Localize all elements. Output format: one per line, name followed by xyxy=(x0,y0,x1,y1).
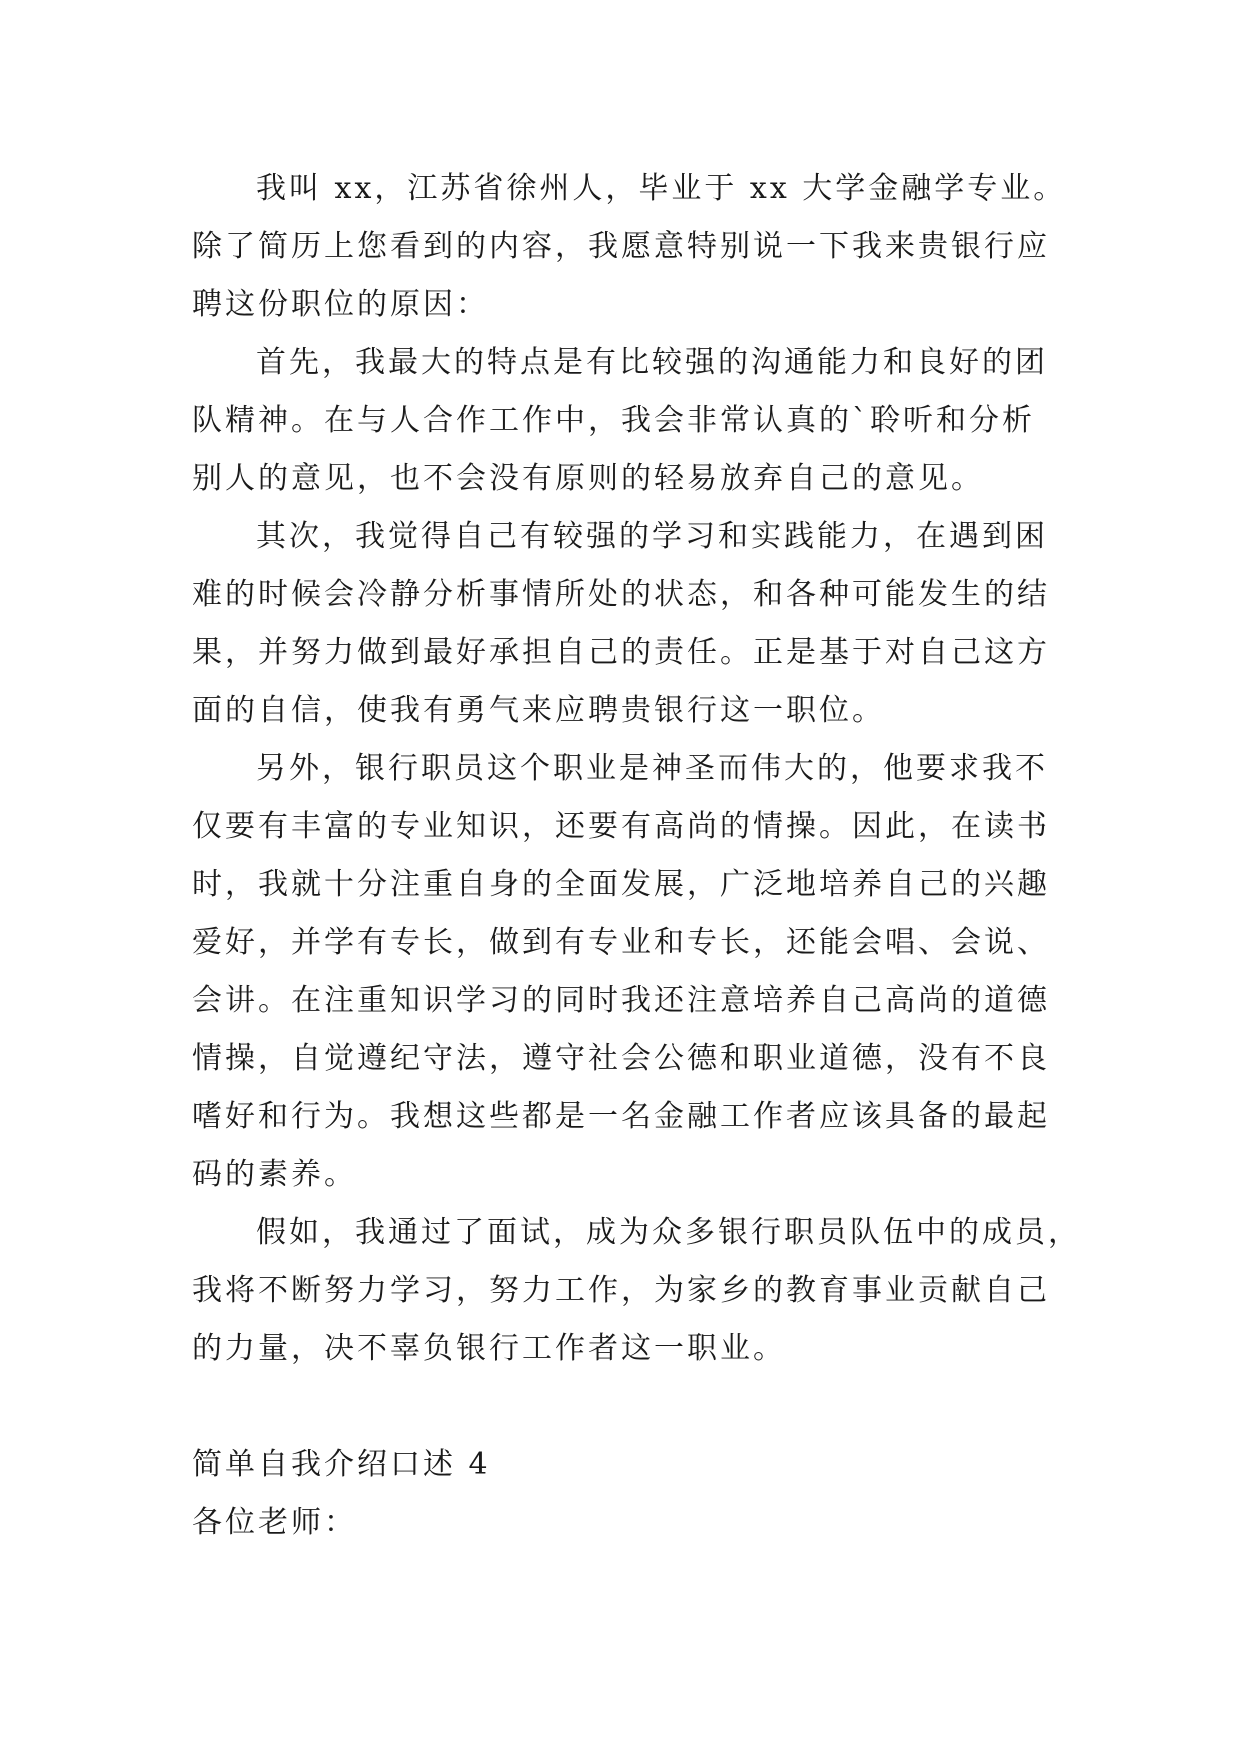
section-heading: 简单自我介绍口述 4 xyxy=(192,1447,491,1482)
text-line: 会讲。在注重知识学习的同时我还注意培养自己高尚的道德 xyxy=(192,983,1050,1018)
paragraph-first xyxy=(192,334,1062,508)
text-line: 爱好，并学有专长，做到有专业和专长，还能会唱、会说、 xyxy=(192,925,1050,960)
paragraph-intro xyxy=(192,160,1067,334)
blank-line xyxy=(192,1378,1062,1436)
text-line: 除了简历上您看到的内容，我愿意特别说一下我来贵银行应 xyxy=(192,229,1050,264)
text-line: 难的时候会冷静分析事情所处的状态，和各种可能发生的结 xyxy=(192,577,1050,612)
text-line: 假如，我通过了面试，成为众多银行职员队伍中的成员， xyxy=(256,1215,1081,1250)
text-line: 嗜好和行为。我想这些都是一名金融工作者应该具备的最起 xyxy=(192,1099,1050,1134)
text-line: 我叫 xx，江苏省徐州人，毕业于 xx 大学金融学专业。 xyxy=(256,171,1067,206)
paragraph-second xyxy=(192,508,1062,740)
text-line: 时，我就十分注重自身的全面发展，广泛地培养自己的兴趣 xyxy=(192,867,1050,902)
salutation: 各位老师： xyxy=(192,1505,357,1540)
text-line: 队精神。在与人合作工作中，我会非常认真的`聆听和分析 xyxy=(192,403,1035,438)
paragraph-fourth xyxy=(192,1204,1081,1378)
document-body xyxy=(192,160,1081,1552)
text-line: 聘这份职位的原因： xyxy=(192,287,489,322)
text-line: 仅要有丰富的专业知识，还要有高尚的情操。因此，在读书 xyxy=(192,809,1050,844)
text-line: 码的素养。 xyxy=(192,1157,357,1192)
text-line: 的力量，决不辜负银行工作者这一职业。 xyxy=(192,1331,786,1366)
text-line: 我将不断努力学习，努力工作，为家乡的教育事业贡献自己 xyxy=(192,1273,1050,1308)
text-line: 面的自信，使我有勇气来应聘贵银行这一职位。 xyxy=(192,693,885,728)
paragraph-third xyxy=(192,740,1062,1204)
text-line: 其次，我觉得自己有较强的学习和实践能力，在遇到困 xyxy=(256,519,1048,554)
text-line: 首先，我最大的特点是有比较强的沟通能力和良好的团 xyxy=(256,345,1048,380)
text-line: 另外，银行职员这个职业是神圣而伟大的，他要求我不 xyxy=(256,751,1048,786)
text-line: 果，并努力做到最好承担自己的责任。正是基于对自己这方 xyxy=(192,635,1050,670)
text-line: 别人的意见，也不会没有原则的轻易放弃自己的意见。 xyxy=(192,461,984,496)
text-line: 情操，自觉遵纪守法，遵守社会公德和职业道德，没有不良 xyxy=(192,1041,1050,1076)
